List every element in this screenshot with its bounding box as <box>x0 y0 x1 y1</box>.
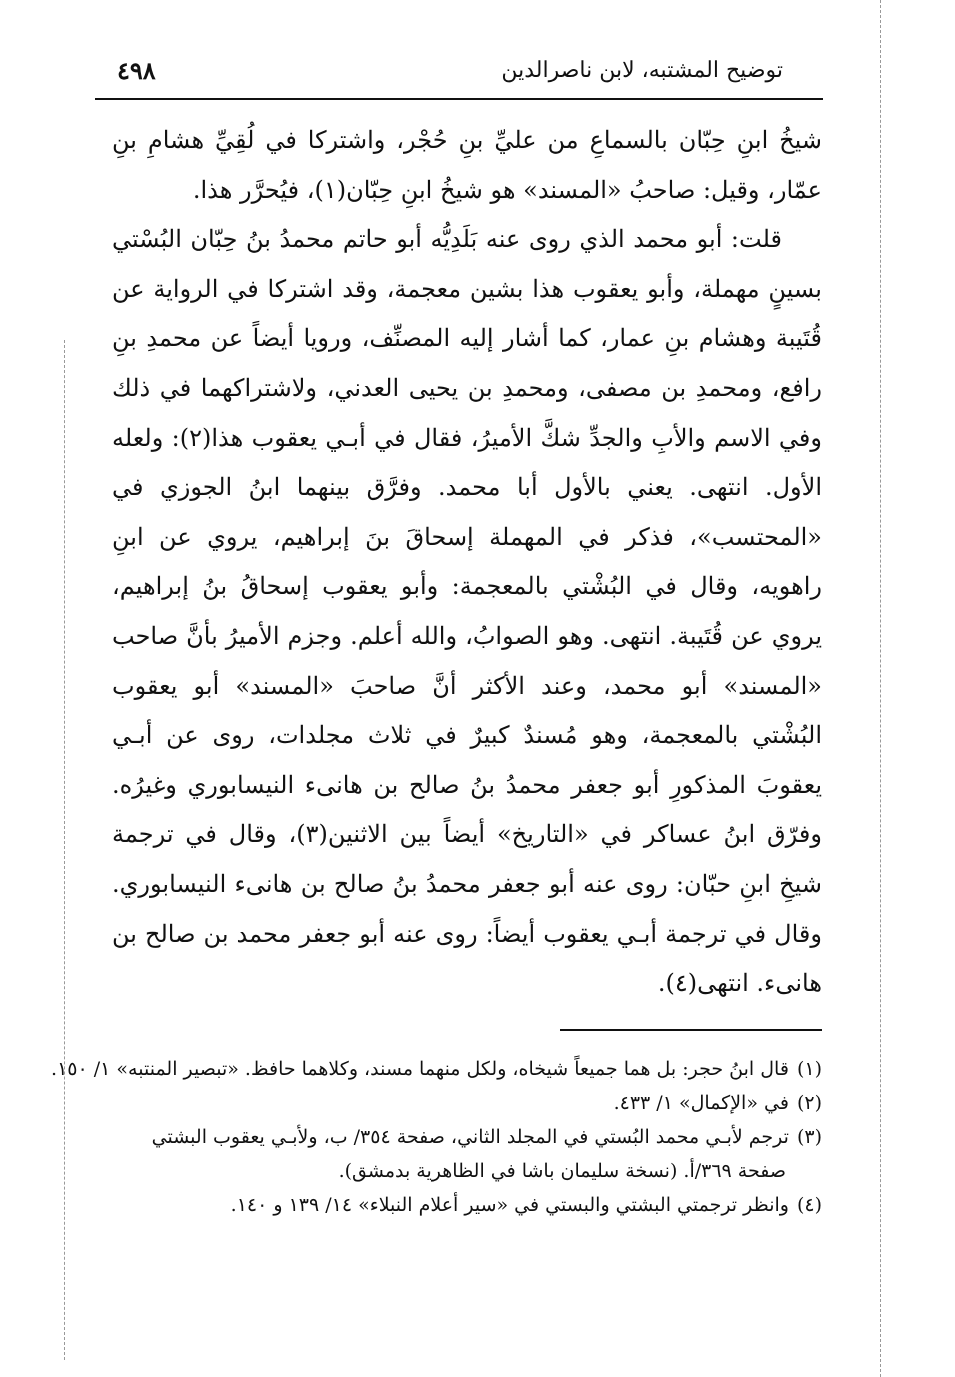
footnote-number: (٣) <box>796 1126 822 1148</box>
footnote-divider <box>560 1029 822 1031</box>
footnote-text: قال ابنُ حجر: بل هما جميعاً شيخاه، ولكل منهما مسند، وكلاهما حافظ. «تبصير المنتبه» ١/ ١٥٠. <box>51 1058 789 1080</box>
footnote-continuation: صفحة ٣٦٩/أ. (نسخة سليمان باشا في الظاهرية بدمشق). <box>338 1160 786 1182</box>
footnotes <box>51 1052 822 1222</box>
scan-artifact-line <box>64 340 65 1360</box>
footnote-number: (٢) <box>796 1092 822 1114</box>
footnote-text: وانظر ترجمتي البشتي والبستي في «سير أعلام النبلاء» ١٤/ ١٣٩ و ١٤٠. <box>230 1194 789 1216</box>
scan-artifact-line <box>880 0 881 1377</box>
paragraph: قلت: أبو محمد الذي روى عنه بَلَدِيُّه أبو حاتم محمدُ بنُ حِبّان البُسْتي بسينٍ مهملة، وأبو يعقوب هذا بشين معجمة، وقد اشتركا في الرواية عن قُتَيبة وهشام بنِ عمار، كما أشار إليه المصنِّف، ورويا أيضاً عن محمدِ بنِ رافع، ومحمدِ بن مصفى، ومحمدِ بن يحيى العدني، ولاشتراكهما في ذلك وفي الاسم والأبِ والجدِّ شكَّ الأميرُ، فقال في أبـي يعقوب هذا(٢): ولعله الأول. انتهى. يعني بالأول أبا محمد. وفرَّق بينهما ابنُ الجوزي في «المحتسب»، فذكر في المهملة إسحاقَ بنَ إبراهيم، يروي عن ابنِ راهويه، وقال في البُشْتي بالمعجمة: وأبو يعقوب إسحاقُ بنُ إبراهيم، يروي عن قُتَيبة. انتهى. وهو الصوابُ، والله أعلم. وجزم الأميرُ بأنَّ صاحب «المسند» أبو محمد، وعند الأكثر أنَّ صاحبَ «المسند» أبو يعقوب البُشْتي بالمعجمة، وهو مُسندٌ كبيرٌ في ثلاث مجلدات، روى عن أبـي يعقوبَ المذكورِ أبو جعفر محمدُ بنُ صالح بن هانىء النيسابوري وغيرُه. وفرّق ابنُ عساكر في «التاريخ» أيضاً بين الاثنين(٣)، وقال في ترجمة شيخِ ابنِ حبّان: روى عنه أبو جعفر محمدُ بنُ صالح بن هانىء النيسابوري. وقال في ترجمة أبـي يعقوب أيضاً: روى عنه أبو جعفر محمد بن صالح بن هانىء. انتهى(٤). <box>112 225 822 998</box>
footnote <box>51 1052 822 1086</box>
page-number: ٤٩٨ <box>117 56 156 85</box>
footnote <box>112 1086 822 1120</box>
running-header <box>95 54 823 98</box>
footnote-number: (٤) <box>796 1194 822 1216</box>
footnote-text: في «الإكمال» ١/ ٤٣٣. <box>613 1092 789 1114</box>
footnote-text: ترجم لأبـي محمد البُستي في المجلد الثاني، صفحة ٣٥٤/ ب، ولأبـي يعقوب البشتي <box>151 1126 789 1148</box>
footnote-number: (١) <box>796 1058 822 1080</box>
running-title: توضيح المشتبه، لابن ناصرالدين <box>501 58 783 83</box>
footnote <box>112 1120 822 1154</box>
paragraph: شيخُ ابنِ حِبّان بالسماعِ من عليِّ بنِ حُجْر، واشتركا في لُقِيِّ هشامِ بنِ عمّار، وقيل: صاحبُ «المسند» هو شيخُ ابنِ حِبّان(١)، فيُحرَّر هذا. <box>112 126 822 204</box>
header-divider <box>95 98 823 100</box>
main-text <box>112 116 822 1009</box>
footnote <box>112 1188 822 1222</box>
